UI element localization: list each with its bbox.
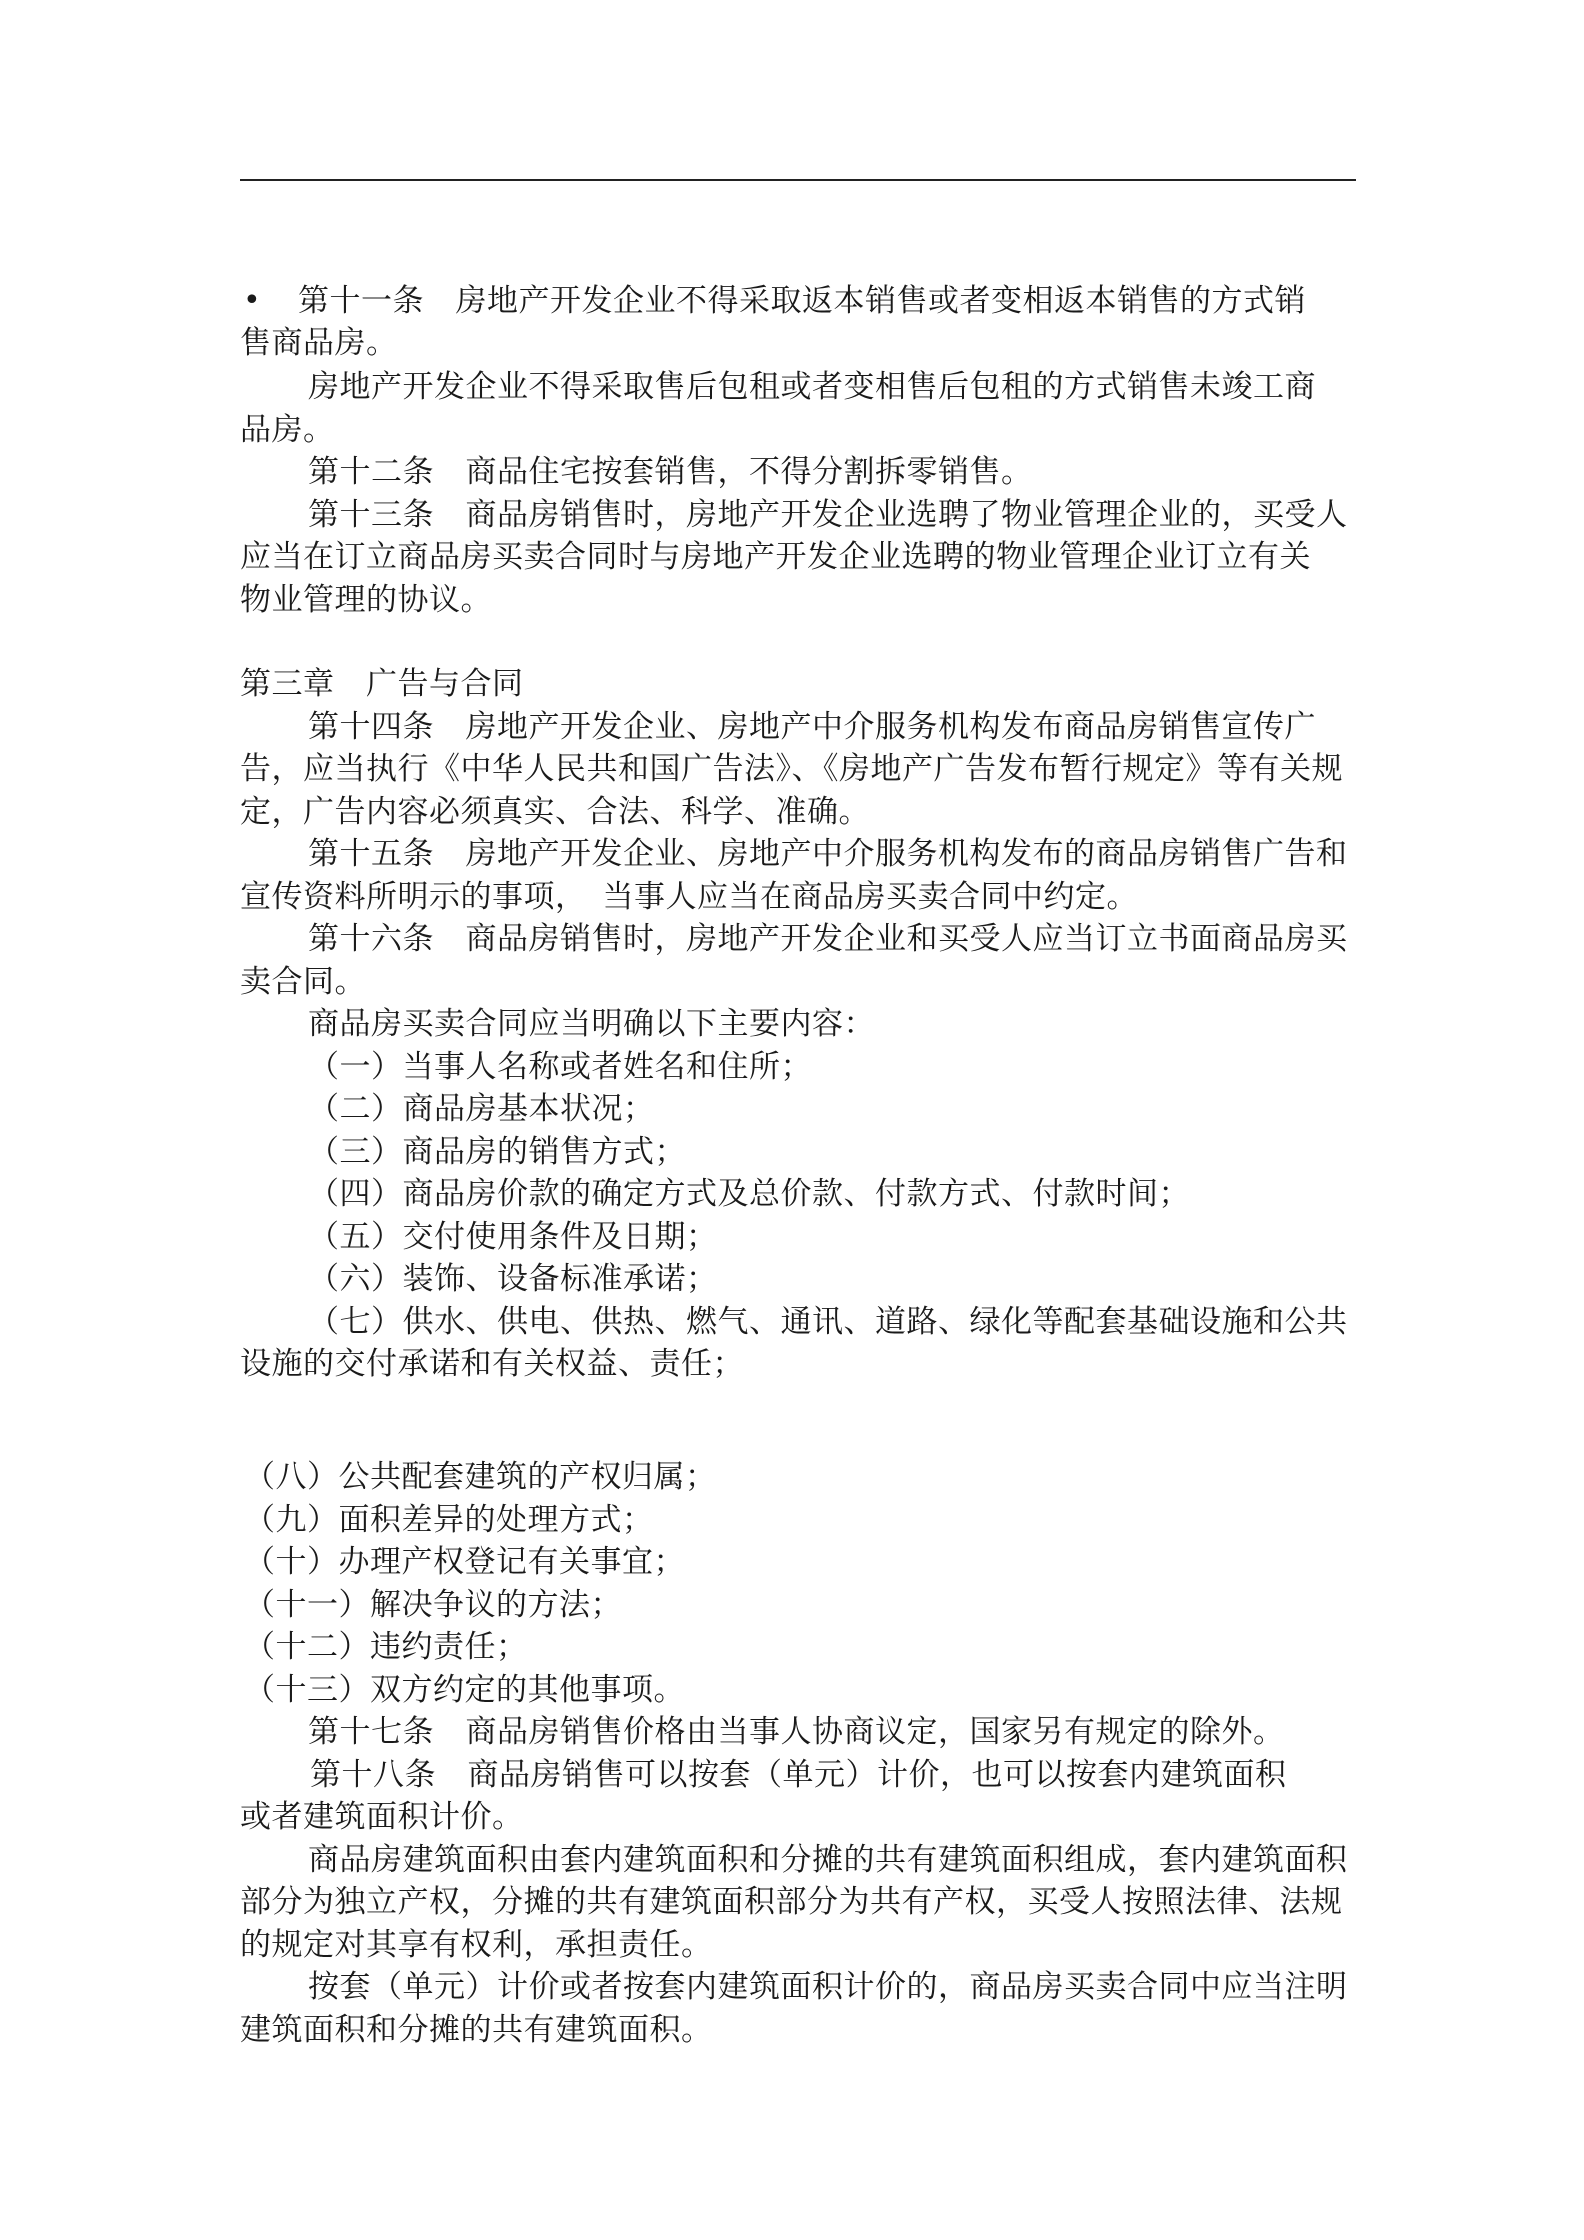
article-17: 第十七条 商品房销售价格由当事人协商议定，国家另有规定的除外。	[308, 1714, 1285, 1750]
article-11-para2-line-2: 品房。	[240, 412, 335, 448]
article-12: 第十二条 商品住宅按套销售，不得分割拆零销售。	[308, 454, 1033, 490]
bullet-marker: •	[243, 283, 261, 318]
article-13-line-1: 第十三条 商品房销售时，房地产开发企业选聘了物业管理企业的，买受人	[308, 497, 1348, 533]
list-item-1: （一）当事人名称或者姓名和住所；	[308, 1049, 812, 1085]
article-18-para3-line-2: 建筑面积和分摊的共有建筑面积。	[240, 2012, 713, 2048]
article-18-line-2: 或者建筑面积计价。	[240, 1799, 524, 1835]
article-18-para2-line-1: 商品房建筑面积由套内建筑面积和分摊的共有建筑面积组成，套内建筑面积	[308, 1842, 1348, 1878]
list-item-13: （十三）双方约定的其他事项。	[244, 1672, 685, 1708]
list-item-3: （三）商品房的销售方式；	[308, 1134, 686, 1170]
list-item-2: （二）商品房基本状况；	[308, 1091, 655, 1127]
article-15-line-2: 宣传资料所明示的事项， 当事人应当在商品房买卖合同中约定。	[240, 879, 1138, 915]
article-14-line-3: 定，广告内容必须真实、合法、科学、准确。	[240, 794, 870, 830]
article-18-para3-line-1: 按套（单元）计价或者按套内建筑面积计价的，商品房买卖合同中应当注明	[308, 1969, 1348, 2005]
article-18-para2-line-3: 的规定对其享有权利，承担责任。	[240, 1927, 713, 1963]
article-11-line-1: 第十一条 房地产开发企业不得采取返本销售或者变相返本销售的方式销	[298, 283, 1306, 319]
article-16-line-1: 第十六条 商品房销售时，房地产开发企业和买受人应当订立书面商品房买	[308, 921, 1348, 957]
article-14-line-2: 告，应当执行《中华人民共和国广告法》、《房地产广告发布暂行规定》等有关规	[240, 751, 1343, 787]
article-11-para2-line-1: 房地产开发企业不得采取售后包租或者变相售后包租的方式销售未竣工商	[308, 369, 1316, 405]
list-item-11: （十一）解决争议的方法；	[244, 1587, 622, 1623]
list-item-5: （五）交付使用条件及日期；	[308, 1219, 718, 1255]
list-item-10: （十）办理产权登记有关事宜；	[244, 1544, 685, 1580]
article-18-line-1: 第十八条 商品房销售可以按套（单元）计价，也可以按套内建筑面积	[310, 1757, 1287, 1793]
article-13-line-3: 物业管理的协议。	[240, 582, 492, 618]
list-item-7-line-2: 设施的交付承诺和有关权益、责任；	[240, 1346, 744, 1382]
list-item-7-line-1: （七）供水、供电、供热、燃气、通讯、道路、绿化等配套基础设施和公共	[308, 1304, 1348, 1340]
article-14-line-1: 第十四条 房地产开发企业、房地产中介服务机构发布商品房销售宣传广	[308, 709, 1316, 745]
list-item-9: （九）面积差异的处理方式；	[244, 1502, 654, 1538]
article-18-para2-line-2: 部分为独立产权，分摊的共有建筑面积部分为共有产权，买受人按照法律、法规	[240, 1884, 1343, 1920]
contract-contents-intro: 商品房买卖合同应当明确以下主要内容：	[308, 1006, 875, 1042]
list-item-8: （八）公共配套建筑的产权归属；	[244, 1459, 717, 1495]
article-16-line-2: 卖合同。	[240, 964, 366, 1000]
list-item-12: （十二）违约责任；	[244, 1629, 528, 1665]
list-item-4: （四）商品房价款的确定方式及总价款、付款方式、付款时间；	[308, 1176, 1190, 1212]
chapter-3-heading: 第三章 广告与合同	[240, 666, 524, 702]
article-11-line-2: 售商品房。	[240, 325, 398, 361]
article-13-line-2: 应当在订立商品房买卖合同时与房地产开发企业选聘的物业管理企业订立有关	[240, 539, 1311, 575]
header-rule	[240, 179, 1356, 181]
list-item-6: （六）装饰、设备标准承诺；	[308, 1261, 718, 1297]
article-15-line-1: 第十五条 房地产开发企业、房地产中介服务机构发布的商品房销售广告和	[308, 836, 1348, 872]
